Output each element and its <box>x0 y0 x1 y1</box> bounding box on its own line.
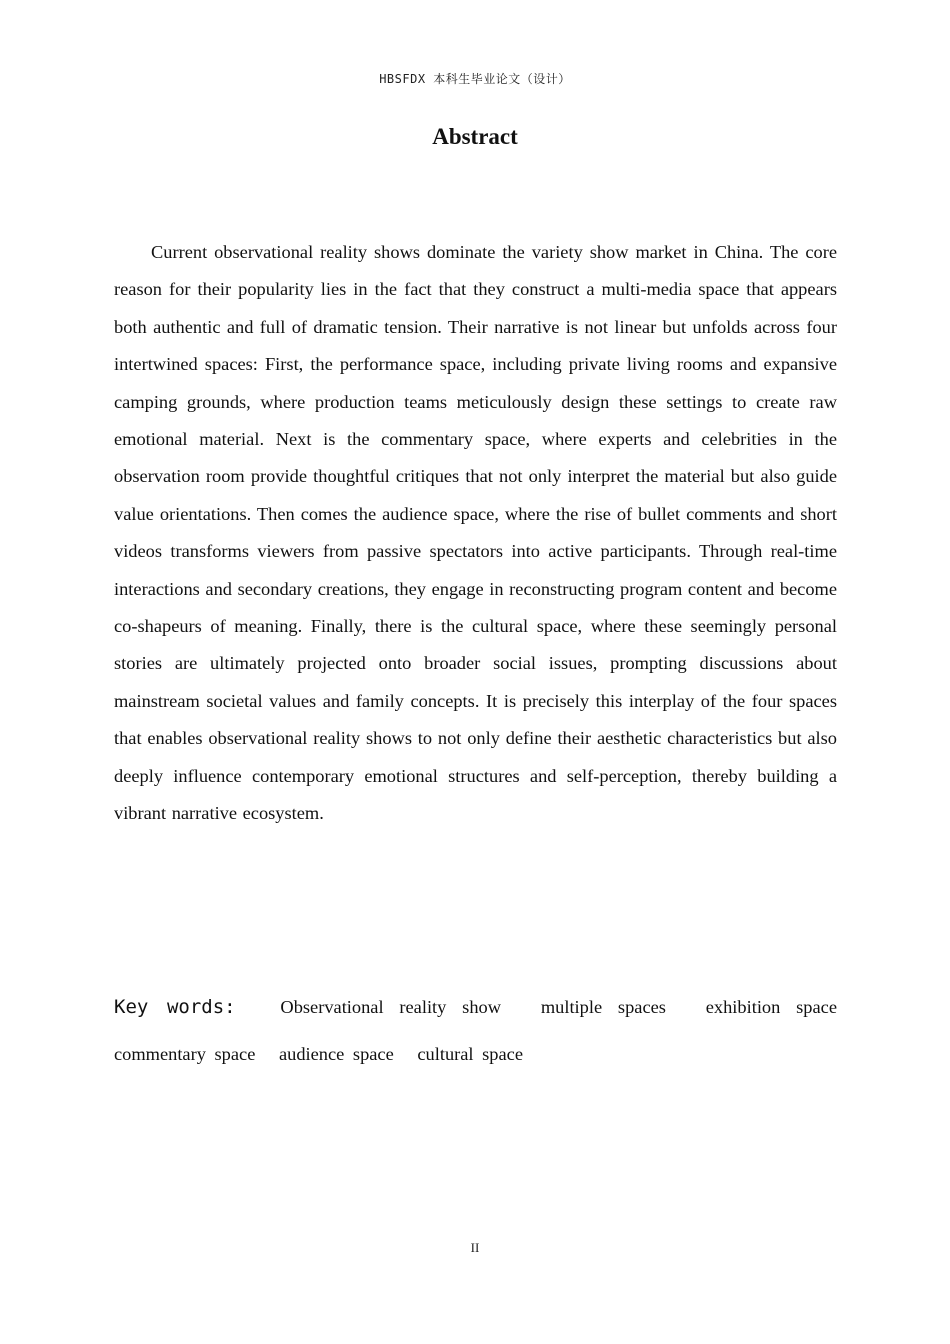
running-header: HBSFDX 本科生毕业论文（设计） <box>379 72 571 86</box>
keyword-item: cultural space <box>417 1044 523 1064</box>
keyword-item: Observational reality show <box>280 997 502 1017</box>
abstract-title: Abstract <box>432 124 518 149</box>
keyword-item: exhibition space <box>705 997 837 1017</box>
keyword-item: commentary space <box>114 1044 256 1064</box>
keywords-label: Key words: <box>114 996 236 1018</box>
abstract-body: Current observational reality shows dominate the variety show market in China. The core reason for their popularity lies in the fact that they construct a multi-media space that appears both authentic and full of dramatic tension. Their narrative is not linear but unfolds across four intertwined spaces: First, the performance space, including private living rooms and expansive camping grounds, where production teams meticulously design these settings to create raw emotional material. Next is the commentary space, where experts and celebrities in the observation room provide thoughtful critiques that not only interpret the material but also guide value orientations. Then comes the audience space, where the rise of bullet comments and short videos transforms viewers from passive spectators into active participants. Through real-time interactions and secondary creations, they engage in reconstructing program content and become co-shapeurs of meaning. Finally, there is the cultural space, where these seemingly personal stories are ultimately projected onto broader social issues, prompting discussions about mainstream societal values and family concepts. It is precisely this interplay of the four spaces that enables observational reality shows to not only define their aesthetic characteristics but also deeply influence contemporary emotional structures and self-perception, thereby building a vibrant narrative ecosystem. <box>114 242 837 824</box>
keyword-item: multiple spaces <box>540 997 666 1017</box>
keyword-item: audience space <box>278 1044 394 1064</box>
page-number: II <box>470 1240 480 1255</box>
keywords-section <box>114 984 837 1078</box>
